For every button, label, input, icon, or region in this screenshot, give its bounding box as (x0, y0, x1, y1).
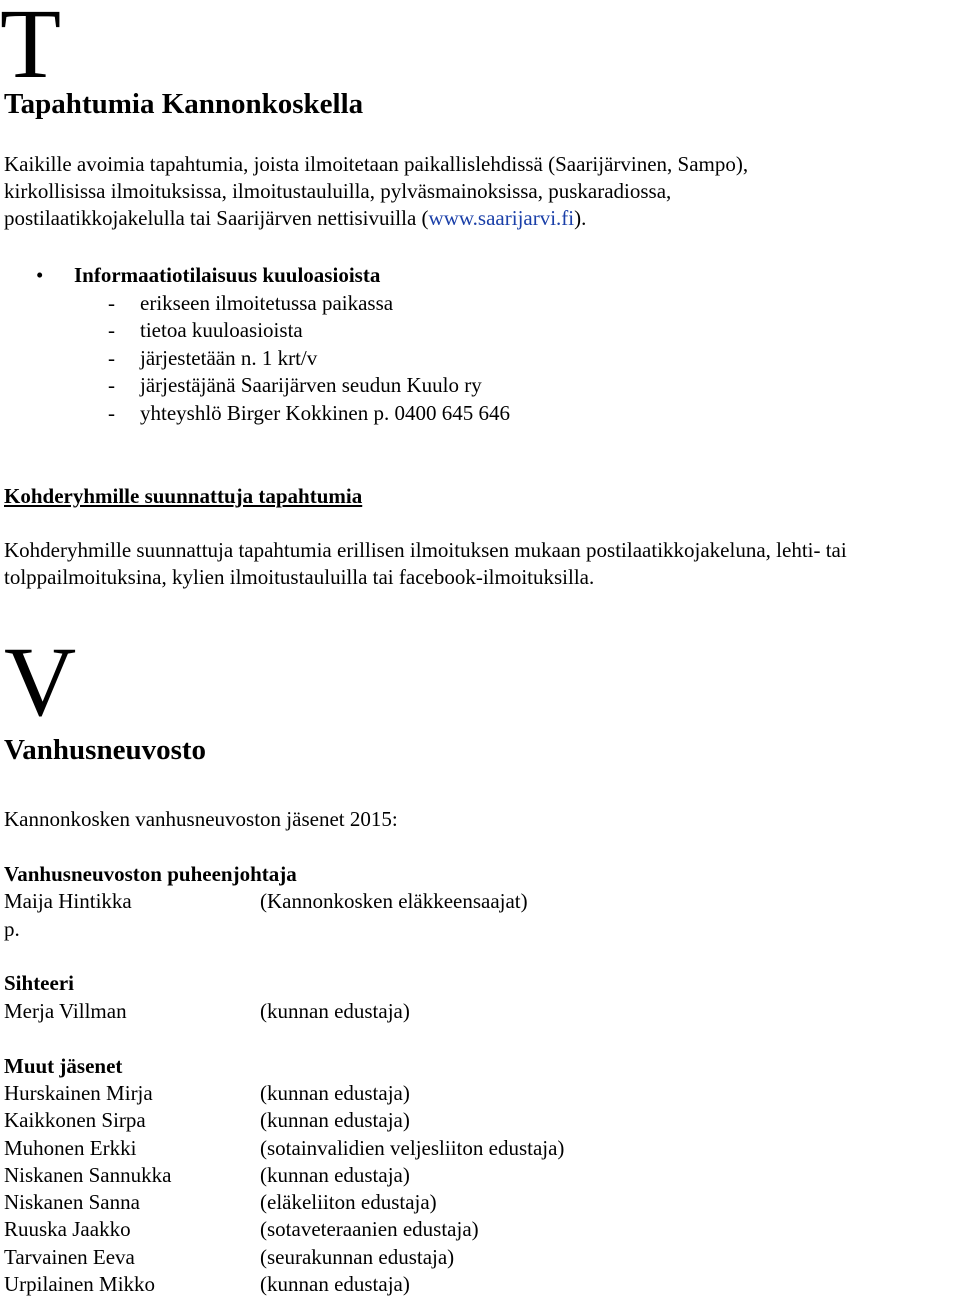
chair-heading: Vanhusneuvoston puheenjohtaja (4, 862, 297, 886)
bullet-icon: • (36, 263, 44, 287)
member-role: (kunnan edustaja) (260, 1163, 410, 1187)
dash-marker: - (108, 373, 115, 397)
chair-name: Maija Hintikka (4, 889, 132, 913)
dash-marker: - (108, 291, 115, 315)
sub-item-text: järjestäjänä Saarijärven seudun Kuulo ry (140, 373, 482, 397)
intro-line: Kaikille avoimia tapahtumia, joista ilmoitetaan paikallislehdissä (Saarijärvinen, Sampo), (4, 152, 749, 176)
member-name: Hurskainen Mirja (4, 1081, 153, 1105)
member-role: (sotainvalidien veljesliiton edustaja) (260, 1136, 565, 1160)
member-role: (kunnan edustaja) (260, 1272, 410, 1296)
intro-text: ). (574, 206, 587, 230)
section-letter-v: V (4, 626, 77, 737)
member-name: Kaikkonen Sirpa (4, 1108, 146, 1132)
member-role: (eläkeliiton edustaja) (260, 1190, 437, 1214)
member-name: Niskanen Sannukka (4, 1163, 172, 1187)
sub-item-text: yhteyshlö Birger Kokkinen p. 0400 645 646 (140, 401, 511, 425)
dash-marker: - (108, 318, 115, 342)
sub-item-text: erikseen ilmoitetussa paikassa (140, 291, 394, 315)
intro-text: postilaatikkojakelulla tai Saarijärven nettisivuilla ( (4, 206, 429, 230)
member-name: Urpilainen Mikko (4, 1272, 156, 1296)
target-group-line: Kohderyhmille suunnattuja tapahtumia erillisen ilmoituksen mukaan postilaatikkojakeluna, lehti- tai (4, 538, 847, 562)
chair-role: (Kannonkosken eläkkeensaajat) (260, 889, 528, 913)
other-members-heading: Muut jäsenet (4, 1054, 123, 1078)
member-role: (kunnan edustaja) (260, 1081, 410, 1105)
sub-item-text: järjestetään n. 1 krt/v (140, 346, 318, 370)
member-name: Tarvainen Eeva (4, 1245, 135, 1269)
intro-line: kirkollisissa ilmoituksissa, ilmoitustauluilla, pylväsmainoksissa, puskaradiossa, (4, 179, 672, 203)
member-name: Niskanen Sanna (4, 1190, 140, 1214)
secretary-role: (kunnan edustaja) (260, 999, 410, 1023)
members-intro: Kannonkosken vanhusneuvoston jäsenet 2015: (4, 807, 398, 831)
member-role: (kunnan edustaja) (260, 1108, 410, 1132)
target-group-line: tolppailmoituksina, kylien ilmoitustauluilla tai facebook-ilmoituksilla. (4, 565, 595, 589)
section-title-tapahtumia: Tapahtumia Kannonkoskella (4, 88, 364, 120)
dash-marker: - (108, 401, 115, 425)
secretary-heading: Sihteeri (4, 971, 74, 995)
bullet-title: Informaatiotilaisuus kuuloasioista (74, 263, 381, 287)
section-letter-t: T (0, 0, 62, 99)
target-group-heading: Kohderyhmille suunnattuja tapahtumia (4, 484, 363, 508)
dash-marker: - (108, 346, 115, 370)
intro-line (4, 206, 586, 231)
sub-item (108, 401, 510, 426)
member-role: (seurakunnan edustaja) (260, 1245, 455, 1269)
secretary-name: Merja Villman (4, 999, 127, 1023)
member-name: Ruuska Jaakko (4, 1217, 131, 1241)
section-title-vanhusneuvosto: Vanhusneuvosto (4, 734, 207, 766)
sub-item (108, 291, 393, 316)
sub-item (108, 318, 303, 343)
sub-item-text: tietoa kuuloasioista (140, 318, 303, 342)
saarijarvi-link[interactable]: www.saarijarvi.fi (428, 206, 575, 230)
sub-item (108, 373, 482, 398)
member-name: Muhonen Erkki (4, 1136, 137, 1160)
sub-item (108, 346, 317, 371)
chair-phone: p. (4, 917, 20, 941)
member-role: (sotaveteraanien edustaja) (260, 1217, 479, 1241)
